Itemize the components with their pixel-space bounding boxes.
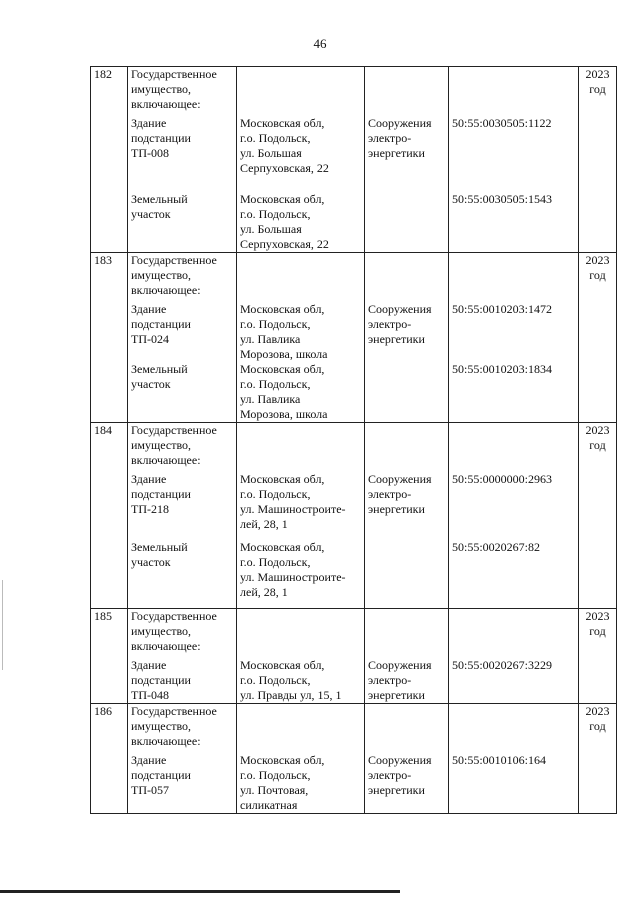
item-address: Московская обл, г.о. Подольск, ул. Большая Серпуховская, 22 xyxy=(237,112,365,176)
table-row xyxy=(91,423,617,469)
group-label: Государственное имущество, включающее: xyxy=(128,609,237,655)
table-row xyxy=(91,298,617,362)
group-label: Государственное имущество, включающее: xyxy=(128,67,237,113)
cadastral-number: 50:55:0000000:2963 xyxy=(449,468,579,532)
table-row xyxy=(91,654,617,704)
group-label: Государственное имущество, включающее: xyxy=(128,253,237,299)
table-row xyxy=(91,112,617,176)
item-name: Земельный участок xyxy=(128,176,237,253)
item-address: Московская обл, г.о. Подольск, ул. Почтовая, силикатная xyxy=(237,749,365,814)
table-row xyxy=(91,468,617,532)
table-row xyxy=(91,532,617,609)
item-name: Здание подстанции ТП-024 xyxy=(128,298,237,362)
item-name: Здание подстанции ТП-218 xyxy=(128,468,237,532)
item-type: Сооружения электро- энергетики xyxy=(365,749,449,814)
table-row xyxy=(91,67,617,113)
table-row xyxy=(91,362,617,423)
cadastral-number: 50:55:0010203:1472 xyxy=(449,298,579,362)
item-address: Московская обл, г.о. Подольск, ул. Машиностроите- лей, 28, 1 xyxy=(237,468,365,532)
year-cell: 2023 год xyxy=(579,67,617,113)
year-cell: 2023 год xyxy=(579,609,617,655)
item-name: Здание подстанции ТП-008 xyxy=(128,112,237,176)
group-label: Государственное имущество, включающее: xyxy=(128,423,237,469)
cadastral-number: 50:55:0030505:1543 xyxy=(449,176,579,253)
item-name: Земельный участок xyxy=(128,532,237,609)
year-cell: 2023 год xyxy=(579,253,617,299)
record-number: 186 xyxy=(91,704,128,750)
cadastral-number: 50:55:0010106:164 xyxy=(449,749,579,814)
item-address: Московская обл, г.о. Подольск, ул. Правды ул, 15, 1 xyxy=(237,654,365,704)
year-cell: 2023 год xyxy=(579,704,617,750)
item-name: Здание подстанции ТП-057 xyxy=(128,749,237,814)
record-number: 184 xyxy=(91,423,128,469)
cadastral-number: 50:55:0030505:1122 xyxy=(449,112,579,176)
item-address: Московская обл, г.о. Подольск, ул. Павлика Морозова, школа xyxy=(237,298,365,362)
table-row xyxy=(91,253,617,299)
item-type: Сооружения электро- энергетики xyxy=(365,468,449,532)
item-address: Московская обл, г.о. Подольск, ул. Павлика Морозова, школа xyxy=(237,362,365,423)
year-cell: 2023 год xyxy=(579,423,617,469)
item-name: Здание подстанции ТП-048 xyxy=(128,654,237,704)
table-row xyxy=(91,609,617,655)
group-label: Государственное имущество, включающее: xyxy=(128,704,237,750)
cadastral-number: 50:55:0010203:1834 xyxy=(449,362,579,423)
table-row xyxy=(91,704,617,750)
item-type: Сооружения электро- энергетики xyxy=(365,298,449,362)
item-address: Московская обл, г.о. Подольск, ул. Машиностроите- лей, 28, 1 xyxy=(237,532,365,609)
table-row xyxy=(91,176,617,253)
scan-edge-line xyxy=(0,890,400,893)
table-row xyxy=(91,749,617,814)
record-number: 182 xyxy=(91,67,128,113)
record-number: 185 xyxy=(91,609,128,655)
cadastral-number: 50:55:0020267:82 xyxy=(449,532,579,609)
cadastral-number: 50:55:0020267:3229 xyxy=(449,654,579,704)
record-number: 183 xyxy=(91,253,128,299)
item-type: Сооружения электро- энергетики xyxy=(365,112,449,176)
scan-margin-mark xyxy=(2,580,3,670)
item-name: Земельный участок xyxy=(128,362,237,423)
page-number: 46 xyxy=(313,36,327,51)
item-type: Сооружения электро- энергетики xyxy=(365,654,449,704)
property-registry-table xyxy=(90,66,617,814)
item-address: Московская обл, г.о. Подольск, ул. Большая Серпуховская, 22 xyxy=(237,176,365,253)
